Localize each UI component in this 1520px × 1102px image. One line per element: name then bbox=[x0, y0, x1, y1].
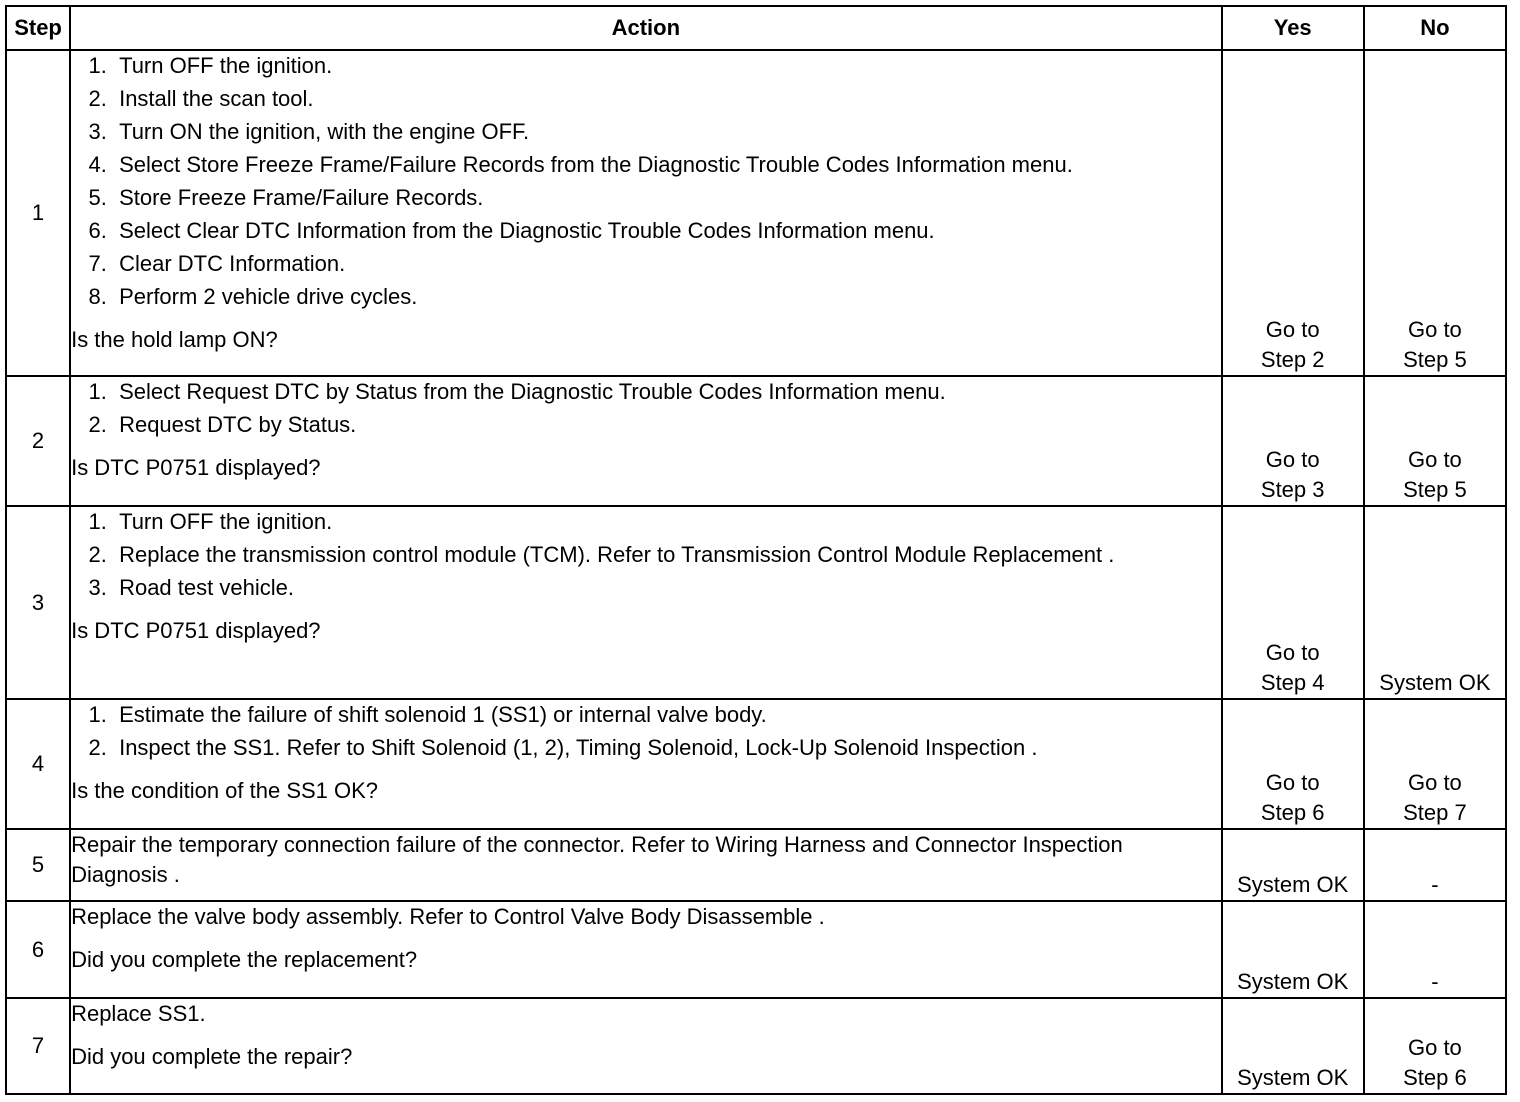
yes-result-line: System OK bbox=[1237, 872, 1349, 897]
table-row bbox=[6, 50, 1506, 376]
action-list bbox=[71, 377, 1221, 440]
action-list-item bbox=[71, 410, 1221, 440]
action-item-number: 1. bbox=[88, 379, 120, 404]
action-cell bbox=[70, 901, 1222, 998]
table-row bbox=[6, 998, 1506, 1094]
action-item-text: Replace the transmission control module (TCM). Refer to Transmission Control Module Replacement . bbox=[119, 542, 1115, 567]
action-text: Replace the valve body assembly. Refer to Control Valve Body Disassemble . bbox=[71, 904, 825, 929]
step-number: 5 bbox=[6, 829, 70, 901]
action-cell bbox=[70, 50, 1222, 376]
action-item-text: Select Request DTC by Status from the Diagnostic Trouble Codes Information menu. bbox=[119, 379, 946, 404]
step-number: 7 bbox=[6, 998, 70, 1094]
action-item-text: Clear DTC Information. bbox=[119, 251, 346, 276]
no-result-line: Step 5 bbox=[1403, 347, 1467, 372]
action-item-number: 1. bbox=[88, 53, 120, 78]
action-list bbox=[71, 51, 1221, 312]
yes-result-line: Go to bbox=[1265, 447, 1320, 472]
yes-result bbox=[1222, 376, 1364, 506]
table-body bbox=[6, 50, 1506, 1094]
action-item-number: 8. bbox=[88, 284, 120, 309]
action-item-text: Perform 2 vehicle drive cycles. bbox=[119, 284, 418, 309]
header-action: Action bbox=[70, 6, 1222, 50]
action-question: Is the hold lamp ON? bbox=[71, 327, 278, 352]
action-list-item bbox=[71, 700, 1221, 730]
action-item-text: Select Store Freeze Frame/Failure Records from the Diagnostic Trouble Codes Information menu. bbox=[119, 152, 1073, 177]
action-list-item bbox=[71, 249, 1221, 279]
action-list bbox=[71, 700, 1221, 763]
yes-result-line: Go to bbox=[1265, 640, 1320, 665]
step-number: 3 bbox=[6, 506, 70, 699]
no-result bbox=[1364, 50, 1506, 376]
no-result-line: - bbox=[1431, 969, 1439, 994]
action-item-text: Turn OFF the ignition. bbox=[119, 509, 333, 534]
action-item-number: 3. bbox=[88, 575, 120, 600]
action-list-item bbox=[71, 216, 1221, 246]
action-list-item bbox=[71, 150, 1221, 180]
action-list-item bbox=[71, 733, 1221, 763]
action-item-number: 2. bbox=[88, 412, 120, 437]
yes-result-line: Step 2 bbox=[1260, 347, 1325, 372]
yes-result-line: Step 4 bbox=[1260, 670, 1325, 695]
no-result-line: Go to bbox=[1407, 317, 1462, 342]
header-no: No bbox=[1364, 6, 1506, 50]
yes-result bbox=[1222, 50, 1364, 376]
action-item-number: 1. bbox=[88, 509, 120, 534]
action-question: Did you complete the replacement? bbox=[71, 947, 418, 972]
table-row bbox=[6, 901, 1506, 998]
yes-result-line: System OK bbox=[1237, 969, 1349, 994]
yes-result-line: Go to bbox=[1265, 317, 1320, 342]
step-number: 2 bbox=[6, 376, 70, 506]
action-item-text: Turn OFF the ignition. bbox=[119, 53, 333, 78]
action-item-text: Inspect the SS1. Refer to Shift Solenoid (1, 2), Timing Solenoid, Lock-Up Solenoid Inspection . bbox=[119, 735, 1038, 760]
action-cell bbox=[70, 376, 1222, 506]
action-list-item bbox=[71, 117, 1221, 147]
action-text: Replace SS1. bbox=[71, 1001, 206, 1026]
no-result-line: Go to bbox=[1407, 1035, 1462, 1060]
action-item-text: Request DTC by Status. bbox=[119, 412, 357, 437]
action-item-number: 2. bbox=[88, 542, 120, 567]
action-item-text: Turn ON the ignition, with the engine OFF. bbox=[119, 119, 530, 144]
action-list-item bbox=[71, 540, 1221, 570]
action-item-number: 3. bbox=[88, 119, 120, 144]
action-cell bbox=[70, 699, 1222, 829]
no-result-line: Go to bbox=[1407, 447, 1462, 472]
action-cell bbox=[70, 998, 1222, 1094]
action-item-number: 6. bbox=[88, 218, 120, 243]
no-result-line: Step 6 bbox=[1403, 1065, 1467, 1090]
action-item-number: 2. bbox=[88, 735, 120, 760]
action-list-item bbox=[71, 51, 1221, 81]
action-question: Is the condition of the SS1 OK? bbox=[71, 778, 379, 803]
action-cell bbox=[70, 506, 1222, 699]
action-question: Did you complete the repair? bbox=[71, 1044, 353, 1069]
action-list-item bbox=[71, 507, 1221, 537]
header-step: Step bbox=[6, 6, 70, 50]
table-row bbox=[6, 829, 1506, 901]
action-item-text: Select Clear DTC Information from the Diagnostic Trouble Codes Information menu. bbox=[119, 218, 935, 243]
yes-result-line: Go to bbox=[1265, 770, 1320, 795]
no-result bbox=[1364, 829, 1506, 901]
no-result bbox=[1364, 901, 1506, 998]
yes-result-line: System OK bbox=[1237, 1065, 1349, 1090]
yes-result-line: Step 3 bbox=[1260, 477, 1325, 502]
step-number: 1 bbox=[6, 50, 70, 376]
yes-result bbox=[1222, 506, 1364, 699]
table-row bbox=[6, 506, 1506, 699]
action-item-text: Install the scan tool. bbox=[119, 86, 314, 111]
header-row bbox=[6, 6, 1506, 50]
no-result-line: Go to bbox=[1407, 770, 1462, 795]
action-question: Is DTC P0751 displayed? bbox=[71, 618, 321, 643]
no-result-line: Step 5 bbox=[1403, 477, 1467, 502]
action-item-text: Estimate the failure of shift solenoid 1 (SS1) or internal valve body. bbox=[119, 702, 767, 727]
table-row bbox=[6, 376, 1506, 506]
no-result bbox=[1364, 376, 1506, 506]
action-item-text: Store Freeze Frame/Failure Records. bbox=[119, 185, 484, 210]
yes-result bbox=[1222, 901, 1364, 998]
yes-result bbox=[1222, 829, 1364, 901]
action-item-number: 2. bbox=[88, 86, 120, 111]
action-list bbox=[71, 507, 1221, 603]
yes-result-line: Step 6 bbox=[1260, 800, 1325, 825]
yes-result bbox=[1222, 998, 1364, 1094]
action-question: Is DTC P0751 displayed? bbox=[71, 455, 321, 480]
action-list-item bbox=[71, 377, 1221, 407]
step-number: 6 bbox=[6, 901, 70, 998]
action-list-item bbox=[71, 84, 1221, 114]
diagnostic-table bbox=[5, 5, 1507, 1095]
action-item-text: Road test vehicle. bbox=[119, 575, 294, 600]
action-item-number: 5. bbox=[88, 185, 120, 210]
table-row bbox=[6, 699, 1506, 829]
action-list-item bbox=[71, 183, 1221, 213]
header-yes: Yes bbox=[1222, 6, 1364, 50]
yes-result bbox=[1222, 699, 1364, 829]
action-item-number: 7. bbox=[88, 251, 120, 276]
action-list-item bbox=[71, 573, 1221, 603]
no-result bbox=[1364, 506, 1506, 699]
no-result bbox=[1364, 998, 1506, 1094]
no-result-line: - bbox=[1431, 872, 1439, 897]
action-list-item bbox=[71, 282, 1221, 312]
action-item-number: 1. bbox=[88, 702, 120, 727]
action-item-number: 4. bbox=[88, 152, 120, 177]
no-result-line: System OK bbox=[1379, 670, 1491, 695]
action-cell bbox=[70, 829, 1222, 901]
action-text: Repair the temporary connection failure of the connector. Refer to Wiring Harness and Connector Inspection Diagnosis . bbox=[71, 832, 1123, 887]
no-result bbox=[1364, 699, 1506, 829]
no-result-line: Step 7 bbox=[1403, 800, 1467, 825]
step-number: 4 bbox=[6, 699, 70, 829]
